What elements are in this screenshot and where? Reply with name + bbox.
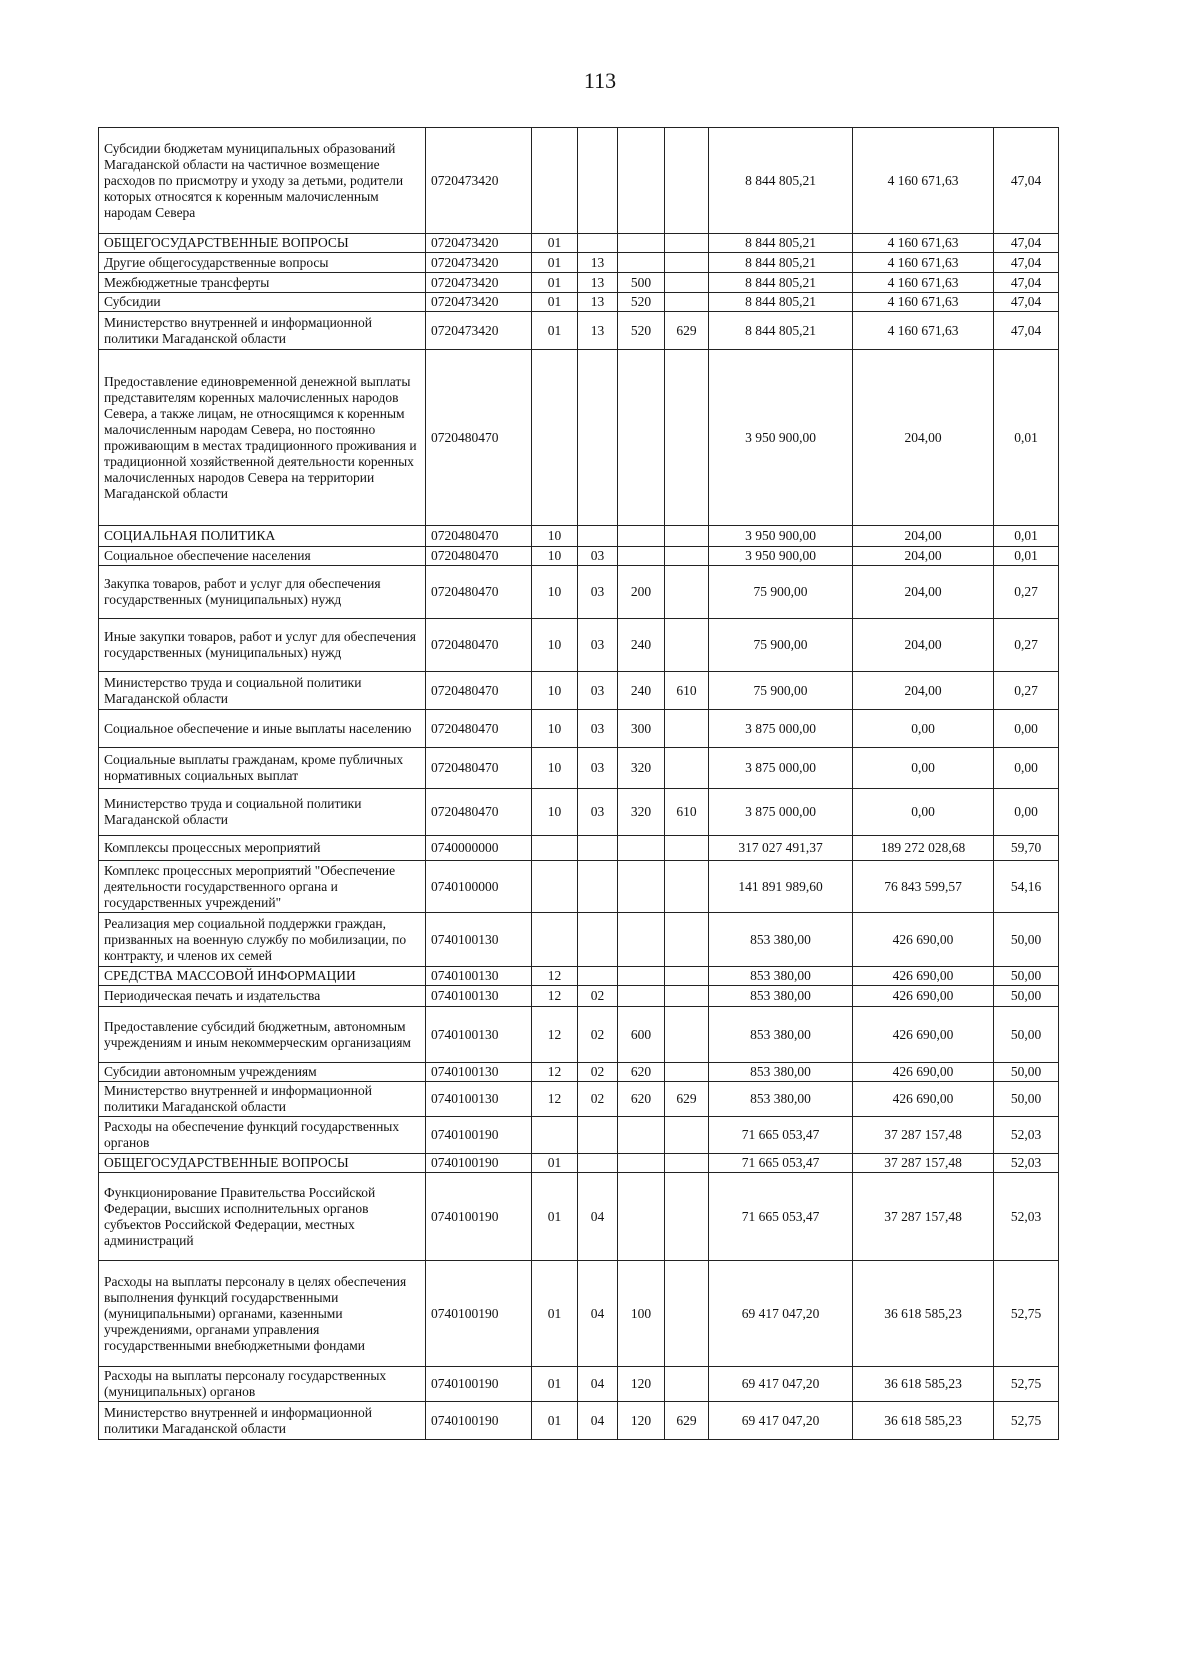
table-row: [99, 350, 1059, 526]
cell-code: 0740100130: [426, 967, 532, 986]
cell-subsection: [578, 836, 618, 861]
cell-section: [532, 913, 578, 967]
cell-code: 0740100190: [426, 1402, 532, 1440]
cell-percent: 52,75: [994, 1261, 1059, 1367]
cell-code: 0740000000: [426, 836, 532, 861]
cell-plan: 3 950 900,00: [709, 547, 853, 566]
cell-actual: 4 160 671,63: [853, 128, 994, 234]
cell-code: 0720480470: [426, 566, 532, 619]
cell-name: Субсидии бюджетам муниципальных образований Магаданской области на частичное возмещение расходов по присмотру и уходу за детьми, родители которых относятся к коренным малочисленным народам Севера: [99, 128, 426, 234]
cell-name: Межбюджетные трансферты: [99, 273, 426, 293]
cell-percent: 50,00: [994, 913, 1059, 967]
cell-plan: 69 417 047,20: [709, 1367, 853, 1402]
cell-actual: 0,00: [853, 789, 994, 836]
cell-subsection: [578, 234, 618, 253]
table-row: [99, 253, 1059, 273]
cell-actual: 204,00: [853, 526, 994, 547]
cell-code: 0740100190: [426, 1261, 532, 1367]
cell-section: [532, 861, 578, 913]
cell-expense-type: 120: [618, 1367, 665, 1402]
cell-code: 0740100130: [426, 986, 532, 1007]
cell-administrator: [665, 1154, 709, 1173]
cell-actual: 189 272 028,68: [853, 836, 994, 861]
cell-administrator: [665, 1173, 709, 1261]
cell-expense-type: 320: [618, 748, 665, 789]
cell-administrator: [665, 710, 709, 748]
cell-administrator: [665, 913, 709, 967]
cell-section: 12: [532, 1063, 578, 1082]
cell-plan: 3 875 000,00: [709, 748, 853, 789]
cell-plan: 3 875 000,00: [709, 710, 853, 748]
cell-actual: 4 160 671,63: [853, 293, 994, 312]
cell-code: 0740100190: [426, 1367, 532, 1402]
cell-actual: 4 160 671,63: [853, 253, 994, 273]
cell-plan: 8 844 805,21: [709, 312, 853, 350]
cell-subsection: [578, 350, 618, 526]
table-row: [99, 1367, 1059, 1402]
table-row: [99, 312, 1059, 350]
cell-actual: 426 690,00: [853, 1063, 994, 1082]
cell-section: 10: [532, 672, 578, 710]
cell-plan: 3 950 900,00: [709, 526, 853, 547]
cell-name: Социальные выплаты гражданам, кроме публичных нормативных социальных выплат: [99, 748, 426, 789]
cell-actual: 36 618 585,23: [853, 1367, 994, 1402]
cell-plan: 8 844 805,21: [709, 234, 853, 253]
cell-expense-type: [618, 986, 665, 1007]
cell-code: 0720473420: [426, 273, 532, 293]
cell-administrator: [665, 234, 709, 253]
cell-section: [532, 836, 578, 861]
cell-expense-type: 520: [618, 293, 665, 312]
cell-section: [532, 350, 578, 526]
cell-code: 0720473420: [426, 253, 532, 273]
cell-actual: 204,00: [853, 672, 994, 710]
cell-administrator: [665, 967, 709, 986]
cell-expense-type: [618, 1173, 665, 1261]
cell-code: 0740100190: [426, 1173, 532, 1261]
cell-subsection: 04: [578, 1261, 618, 1367]
cell-name: Субсидии автономным учреждениям: [99, 1063, 426, 1082]
table-row: [99, 526, 1059, 547]
cell-actual: 204,00: [853, 619, 994, 672]
cell-code: 0720473420: [426, 312, 532, 350]
cell-subsection: 03: [578, 547, 618, 566]
cell-section: 10: [532, 619, 578, 672]
cell-code: 0720480470: [426, 547, 532, 566]
cell-expense-type: [618, 1154, 665, 1173]
cell-section: 12: [532, 967, 578, 986]
cell-actual: 37 287 157,48: [853, 1154, 994, 1173]
cell-actual: 426 690,00: [853, 986, 994, 1007]
cell-plan: 853 380,00: [709, 1082, 853, 1117]
cell-percent: 50,00: [994, 986, 1059, 1007]
cell-administrator: [665, 1261, 709, 1367]
cell-administrator: [665, 619, 709, 672]
cell-percent: 47,04: [994, 293, 1059, 312]
cell-section: 01: [532, 312, 578, 350]
cell-name: СРЕДСТВА МАССОВОЙ ИНФОРМАЦИИ: [99, 967, 426, 986]
cell-expense-type: [618, 836, 665, 861]
cell-name: Предоставление единовременной денежной выплаты представителям коренных малочисленных народов Севера, а также лицам, не относящимся к коренным малочисленным народам Севера, но постоянно проживающим в местах традиционного проживания и традиционной хозяйственной деятельности коренных малочисленных народов Севера на территории Магаданской области: [99, 350, 426, 526]
cell-code: 0740100000: [426, 861, 532, 913]
cell-name: Министерство труда и социальной политики Магаданской области: [99, 672, 426, 710]
cell-administrator: [665, 526, 709, 547]
cell-expense-type: 120: [618, 1402, 665, 1440]
cell-administrator: 629: [665, 1082, 709, 1117]
cell-code: 0720473420: [426, 234, 532, 253]
cell-code: 0740100190: [426, 1117, 532, 1154]
cell-expense-type: [618, 967, 665, 986]
cell-expense-type: [618, 253, 665, 273]
cell-plan: 317 027 491,37: [709, 836, 853, 861]
cell-plan: 853 380,00: [709, 1007, 853, 1063]
cell-percent: 47,04: [994, 273, 1059, 293]
cell-expense-type: 620: [618, 1082, 665, 1117]
cell-code: 0720480470: [426, 619, 532, 672]
cell-percent: 47,04: [994, 128, 1059, 234]
cell-percent: 47,04: [994, 312, 1059, 350]
cell-actual: 36 618 585,23: [853, 1261, 994, 1367]
cell-expense-type: 240: [618, 672, 665, 710]
cell-administrator: 629: [665, 312, 709, 350]
cell-actual: 204,00: [853, 547, 994, 566]
cell-section: 01: [532, 253, 578, 273]
cell-name: Функционирование Правительства Российской Федерации, высших исполнительных органов субъектов Российской Федерации, местных администраций: [99, 1173, 426, 1261]
cell-actual: 426 690,00: [853, 967, 994, 986]
cell-actual: 4 160 671,63: [853, 273, 994, 293]
cell-expense-type: [618, 128, 665, 234]
cell-expense-type: 240: [618, 619, 665, 672]
cell-percent: 50,00: [994, 967, 1059, 986]
cell-subsection: 02: [578, 1007, 618, 1063]
cell-name: Комплекс процессных мероприятий "Обеспечение деятельности государственного органа и государственных учреждений": [99, 861, 426, 913]
cell-expense-type: [618, 547, 665, 566]
cell-section: 01: [532, 1173, 578, 1261]
cell-section: [532, 128, 578, 234]
table-row: [99, 547, 1059, 566]
cell-actual: 426 690,00: [853, 1082, 994, 1117]
cell-plan: 853 380,00: [709, 967, 853, 986]
cell-name: ОБЩЕГОСУДАРСТВЕННЫЕ ВОПРОСЫ: [99, 1154, 426, 1173]
cell-section: 01: [532, 1154, 578, 1173]
cell-plan: 75 900,00: [709, 619, 853, 672]
cell-code: 0740100130: [426, 1082, 532, 1117]
cell-plan: 141 891 989,60: [709, 861, 853, 913]
cell-percent: 52,03: [994, 1117, 1059, 1154]
cell-plan: 69 417 047,20: [709, 1261, 853, 1367]
cell-section: 10: [532, 748, 578, 789]
cell-actual: 426 690,00: [853, 1007, 994, 1063]
table-row: [99, 672, 1059, 710]
cell-name: Министерство внутренней и информационной политики Магаданской области: [99, 1082, 426, 1117]
cell-code: 0720480470: [426, 789, 532, 836]
cell-subsection: 03: [578, 748, 618, 789]
cell-code: 0720480470: [426, 350, 532, 526]
table-row: [99, 1402, 1059, 1440]
cell-administrator: [665, 253, 709, 273]
cell-administrator: [665, 273, 709, 293]
cell-subsection: 03: [578, 672, 618, 710]
cell-percent: 0,01: [994, 547, 1059, 566]
cell-name: Комплексы процессных мероприятий: [99, 836, 426, 861]
cell-actual: 76 843 599,57: [853, 861, 994, 913]
table-row: [99, 1117, 1059, 1154]
cell-code: 0720480470: [426, 748, 532, 789]
cell-section: 01: [532, 234, 578, 253]
cell-plan: 71 665 053,47: [709, 1154, 853, 1173]
cell-administrator: [665, 350, 709, 526]
cell-code: 0720473420: [426, 128, 532, 234]
cell-plan: 8 844 805,21: [709, 293, 853, 312]
cell-code: 0740100190: [426, 1154, 532, 1173]
cell-subsection: 13: [578, 253, 618, 273]
cell-percent: 54,16: [994, 861, 1059, 913]
cell-administrator: [665, 293, 709, 312]
cell-actual: 37 287 157,48: [853, 1117, 994, 1154]
cell-name: Расходы на выплаты персоналу государственных (муниципальных) органов: [99, 1367, 426, 1402]
cell-plan: 8 844 805,21: [709, 253, 853, 273]
cell-name: Социальное обеспечение и иные выплаты населению: [99, 710, 426, 748]
cell-subsection: 03: [578, 789, 618, 836]
cell-plan: 8 844 805,21: [709, 128, 853, 234]
cell-percent: 50,00: [994, 1082, 1059, 1117]
cell-plan: 3 875 000,00: [709, 789, 853, 836]
cell-name: Министерство внутренней и информационной политики Магаданской области: [99, 1402, 426, 1440]
cell-expense-type: [618, 526, 665, 547]
table-row: [99, 1007, 1059, 1063]
cell-subsection: [578, 526, 618, 547]
table-row: [99, 128, 1059, 234]
cell-administrator: 610: [665, 672, 709, 710]
cell-code: 0740100130: [426, 1063, 532, 1082]
cell-name: Министерство внутренней и информационной политики Магаданской области: [99, 312, 426, 350]
cell-expense-type: [618, 913, 665, 967]
cell-section: 12: [532, 1082, 578, 1117]
cell-subsection: 02: [578, 986, 618, 1007]
cell-subsection: [578, 913, 618, 967]
cell-name: ОБЩЕГОСУДАРСТВЕННЫЕ ВОПРОСЫ: [99, 234, 426, 253]
cell-percent: 0,00: [994, 748, 1059, 789]
cell-actual: 4 160 671,63: [853, 312, 994, 350]
table-row: [99, 1154, 1059, 1173]
cell-expense-type: [618, 350, 665, 526]
cell-percent: 52,03: [994, 1173, 1059, 1261]
cell-expense-type: [618, 234, 665, 253]
cell-administrator: [665, 861, 709, 913]
cell-administrator: [665, 566, 709, 619]
table-row: [99, 1063, 1059, 1082]
cell-section: 10: [532, 566, 578, 619]
table-row: [99, 861, 1059, 913]
cell-subsection: 03: [578, 566, 618, 619]
cell-plan: 71 665 053,47: [709, 1173, 853, 1261]
table-row: [99, 1261, 1059, 1367]
cell-section: [532, 1117, 578, 1154]
cell-subsection: 13: [578, 273, 618, 293]
cell-expense-type: 500: [618, 273, 665, 293]
table-row: [99, 710, 1059, 748]
cell-percent: 52,03: [994, 1154, 1059, 1173]
cell-section: 01: [532, 1402, 578, 1440]
cell-plan: 69 417 047,20: [709, 1402, 853, 1440]
cell-plan: 853 380,00: [709, 1063, 853, 1082]
cell-expense-type: [618, 1117, 665, 1154]
cell-administrator: [665, 748, 709, 789]
cell-plan: 853 380,00: [709, 913, 853, 967]
cell-subsection: [578, 1154, 618, 1173]
cell-subsection: 03: [578, 710, 618, 748]
cell-actual: 426 690,00: [853, 913, 994, 967]
cell-percent: 52,75: [994, 1367, 1059, 1402]
cell-name: Реализация мер социальной поддержки граждан, призванных на военную службу по мобилизации, по контракту, и членов их семей: [99, 913, 426, 967]
cell-section: 10: [532, 526, 578, 547]
cell-section: 01: [532, 293, 578, 312]
table-row: [99, 748, 1059, 789]
budget-table: [98, 127, 1059, 1440]
table-row: [99, 619, 1059, 672]
cell-name: Другие общегосударственные вопросы: [99, 253, 426, 273]
cell-percent: 50,00: [994, 1007, 1059, 1063]
cell-subsection: 13: [578, 312, 618, 350]
cell-name: Социальное обеспечение населения: [99, 547, 426, 566]
cell-subsection: 02: [578, 1063, 618, 1082]
cell-percent: 59,70: [994, 836, 1059, 861]
table-row: [99, 293, 1059, 312]
cell-actual: 204,00: [853, 566, 994, 619]
cell-actual: 37 287 157,48: [853, 1173, 994, 1261]
cell-expense-type: 620: [618, 1063, 665, 1082]
cell-subsection: [578, 861, 618, 913]
cell-administrator: 610: [665, 789, 709, 836]
cell-percent: 47,04: [994, 234, 1059, 253]
cell-actual: 0,00: [853, 710, 994, 748]
cell-administrator: [665, 1117, 709, 1154]
cell-subsection: [578, 1117, 618, 1154]
cell-name: Предоставление субсидий бюджетным, автономным учреждениям и иным некоммерческим организациям: [99, 1007, 426, 1063]
cell-administrator: [665, 836, 709, 861]
cell-actual: 36 618 585,23: [853, 1402, 994, 1440]
cell-section: 12: [532, 1007, 578, 1063]
cell-section: 12: [532, 986, 578, 1007]
cell-percent: 0,01: [994, 526, 1059, 547]
cell-actual: 0,00: [853, 748, 994, 789]
cell-code: 0720480470: [426, 710, 532, 748]
cell-name: СОЦИАЛЬНАЯ ПОЛИТИКА: [99, 526, 426, 547]
cell-percent: 0,27: [994, 566, 1059, 619]
cell-actual: 204,00: [853, 350, 994, 526]
cell-subsection: [578, 967, 618, 986]
table-row: [99, 234, 1059, 253]
cell-subsection: 03: [578, 619, 618, 672]
cell-plan: 75 900,00: [709, 566, 853, 619]
cell-plan: 3 950 900,00: [709, 350, 853, 526]
cell-code: 0720473420: [426, 293, 532, 312]
cell-section: 10: [532, 789, 578, 836]
cell-subsection: [578, 128, 618, 234]
cell-name: Иные закупки товаров, работ и услуг для обеспечения государственных (муниципальных) нужд: [99, 619, 426, 672]
cell-section: 10: [532, 710, 578, 748]
cell-percent: 0,00: [994, 710, 1059, 748]
cell-plan: 8 844 805,21: [709, 273, 853, 293]
cell-name: Закупка товаров, работ и услуг для обеспечения государственных (муниципальных) нужд: [99, 566, 426, 619]
cell-administrator: 629: [665, 1402, 709, 1440]
cell-percent: 52,75: [994, 1402, 1059, 1440]
table-row: [99, 986, 1059, 1007]
cell-name: Министерство труда и социальной политики Магаданской области: [99, 789, 426, 836]
cell-actual: 4 160 671,63: [853, 234, 994, 253]
cell-expense-type: 100: [618, 1261, 665, 1367]
cell-section: 01: [532, 1261, 578, 1367]
table-row: [99, 789, 1059, 836]
table-row: [99, 836, 1059, 861]
cell-subsection: 04: [578, 1367, 618, 1402]
cell-plan: 853 380,00: [709, 986, 853, 1007]
cell-expense-type: 200: [618, 566, 665, 619]
cell-administrator: [665, 1063, 709, 1082]
cell-subsection: 04: [578, 1402, 618, 1440]
table-row: [99, 273, 1059, 293]
cell-name: Субсидии: [99, 293, 426, 312]
cell-plan: 71 665 053,47: [709, 1117, 853, 1154]
cell-expense-type: 320: [618, 789, 665, 836]
cell-administrator: [665, 128, 709, 234]
cell-code: 0740100130: [426, 913, 532, 967]
cell-name: Периодическая печать и издательства: [99, 986, 426, 1007]
cell-code: 0720480470: [426, 526, 532, 547]
cell-expense-type: 600: [618, 1007, 665, 1063]
cell-section: 01: [532, 1367, 578, 1402]
cell-percent: 0,27: [994, 619, 1059, 672]
cell-administrator: [665, 986, 709, 1007]
cell-expense-type: 520: [618, 312, 665, 350]
cell-subsection: 13: [578, 293, 618, 312]
cell-administrator: [665, 547, 709, 566]
cell-expense-type: 300: [618, 710, 665, 748]
cell-administrator: [665, 1367, 709, 1402]
cell-percent: 0,00: [994, 789, 1059, 836]
page-number: 113: [583, 68, 617, 93]
cell-percent: 50,00: [994, 1063, 1059, 1082]
cell-code: 0740100130: [426, 1007, 532, 1063]
cell-expense-type: [618, 861, 665, 913]
cell-percent: 47,04: [994, 253, 1059, 273]
table-row: [99, 1173, 1059, 1261]
cell-section: 01: [532, 273, 578, 293]
cell-name: Расходы на выплаты персоналу в целях обеспечения выполнения функций государственными (муниципальными) органами, казенными учреждениями, органами управления государственными внебюджетными фондами: [99, 1261, 426, 1367]
cell-section: 10: [532, 547, 578, 566]
cell-name: Расходы на обеспечение функций государственных органов: [99, 1117, 426, 1154]
table-body: [99, 128, 1059, 1440]
table-row: [99, 967, 1059, 986]
cell-percent: 0,01: [994, 350, 1059, 526]
table-row: [99, 566, 1059, 619]
cell-code: 0720480470: [426, 672, 532, 710]
cell-subsection: 04: [578, 1173, 618, 1261]
cell-subsection: 02: [578, 1082, 618, 1117]
cell-administrator: [665, 1007, 709, 1063]
table-row: [99, 1082, 1059, 1117]
table-row: [99, 913, 1059, 967]
cell-percent: 0,27: [994, 672, 1059, 710]
cell-plan: 75 900,00: [709, 672, 853, 710]
